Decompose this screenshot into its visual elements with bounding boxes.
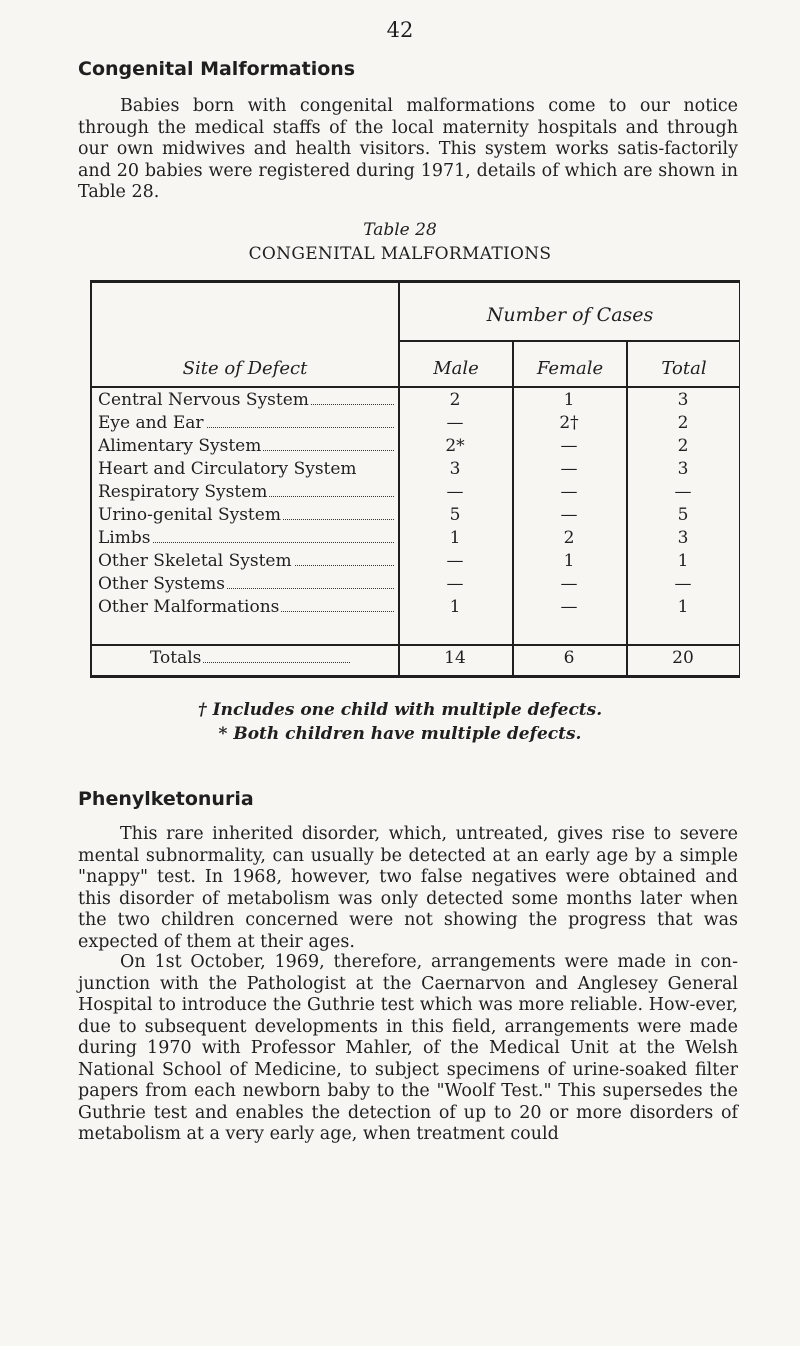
row-total: 2 xyxy=(677,436,689,456)
row-site: Heart and Circulatory System xyxy=(98,459,357,479)
table-row xyxy=(90,482,740,504)
row-site: Other Skeletal System xyxy=(98,551,292,571)
table-caption-number: Table 28 xyxy=(363,220,437,240)
row-female: 1 xyxy=(563,551,575,571)
table-caption-title: CONGENITAL MALFORMATIONS xyxy=(248,244,552,264)
row-total: 2 xyxy=(677,413,689,433)
row-site: Central Nervous System xyxy=(98,390,309,410)
row-total: 3 xyxy=(677,528,689,548)
row-site: Eye and Ear xyxy=(98,413,204,433)
row-male: 1 xyxy=(449,528,461,548)
row-female: 1 xyxy=(563,390,575,410)
row-female: — xyxy=(560,597,578,617)
malformations-table xyxy=(90,280,740,678)
row-female: 2† xyxy=(559,413,579,433)
row-site: Other Malformations xyxy=(98,597,280,617)
footnote-dagger: † Includes one child with multiple defects. xyxy=(197,700,603,720)
header-site-of-defect: Site of Defect xyxy=(182,358,308,379)
table-row xyxy=(90,413,740,435)
table-row xyxy=(90,459,740,481)
totals-divider xyxy=(90,644,740,646)
header-male: Male xyxy=(433,358,479,379)
row-total: 1 xyxy=(677,597,689,617)
row-total: — xyxy=(674,482,692,502)
totals-female: 6 xyxy=(563,648,575,668)
table-row xyxy=(90,390,740,412)
row-site: Limbs xyxy=(98,528,151,548)
totals-label: Totals xyxy=(150,648,202,668)
table-row xyxy=(90,551,740,573)
row-male: — xyxy=(446,413,464,433)
table-row xyxy=(90,597,740,619)
row-female: — xyxy=(560,574,578,594)
table-border xyxy=(90,280,740,283)
footnote-asterisk: * Both children have multiple defects. xyxy=(218,724,582,744)
totals-male: 14 xyxy=(444,648,466,668)
header-divider xyxy=(90,386,740,388)
header-female: Female xyxy=(536,358,604,379)
row-site: Respiratory System xyxy=(98,482,268,502)
table-border xyxy=(90,675,740,678)
row-male: — xyxy=(446,551,464,571)
row-site: Other Systems xyxy=(98,574,226,594)
phenylketonuria-paragraph-1: This rare inherited disorder, which, untreated, gives rise to severe mental subnormality, can usually be detected at an early age by a simple "nappy" test. In 1968, however, two false negatives were obtained and this disorder of metabolism was only detected some months later when the two children concerned were not showing the progress that was expected of them at their ages. xyxy=(78,824,738,952)
row-total: 3 xyxy=(677,459,689,479)
row-male: — xyxy=(446,482,464,502)
section-heading-congenital: Congenital Malformations xyxy=(78,58,356,80)
row-female: — xyxy=(560,505,578,525)
row-male: 5 xyxy=(449,505,461,525)
phenylketonuria-paragraph-2: On 1st October, 1969, therefore, arrangements were made in con-junction with the Pathologist at the Caernarvon and Anglesey General Hospital to introduce the Guthrie test which was more reliable. How-ever, due to subsequent developments in this field, arrangements were made during 1970 with Professor Mahler, of the Medical Unit at the Welsh National School of Medicine, to subject specimens of urine-soaked filter papers from each newborn baby to the "Woolf Test." This supersedes the Guthrie test and enables the detection of up to 20 or more disorders of metabolism at a very early age, when treatment could xyxy=(78,952,738,1144)
row-total: 3 xyxy=(677,390,689,410)
row-male: 3 xyxy=(449,459,461,479)
row-site: Alimentary System xyxy=(98,436,262,456)
row-female: — xyxy=(560,436,578,456)
row-male: 2 xyxy=(449,390,461,410)
intro-paragraph: Babies born with congenital malformations come to our notice through the medical staffs of the local maternity hospitals and through our own midwives and health visitors. This system works satis-factorily and 20 babies were registered during 1971, details of which are shown in Table 28. xyxy=(78,96,738,202)
section-heading-phenylketonuria: Phenylketonuria xyxy=(78,788,254,810)
row-total: — xyxy=(674,574,692,594)
totals-total: 20 xyxy=(672,648,694,668)
row-male: 2* xyxy=(445,436,465,456)
page-number: 42 xyxy=(386,18,414,42)
row-total: 5 xyxy=(677,505,689,525)
table-row xyxy=(90,574,740,596)
header-number-of-cases: Number of Cases xyxy=(486,304,654,326)
row-female: — xyxy=(560,482,578,502)
table-row xyxy=(90,505,740,527)
row-total: 1 xyxy=(677,551,689,571)
table-row xyxy=(90,436,740,458)
totals-row xyxy=(90,648,740,672)
header-divider xyxy=(398,340,740,342)
row-female: 2 xyxy=(563,528,575,548)
table-row xyxy=(90,528,740,550)
header-total: Total xyxy=(661,358,707,379)
row-site: Urino-genital System xyxy=(98,505,281,525)
row-male: 1 xyxy=(449,597,461,617)
row-female: — xyxy=(560,459,578,479)
row-male: — xyxy=(446,574,464,594)
